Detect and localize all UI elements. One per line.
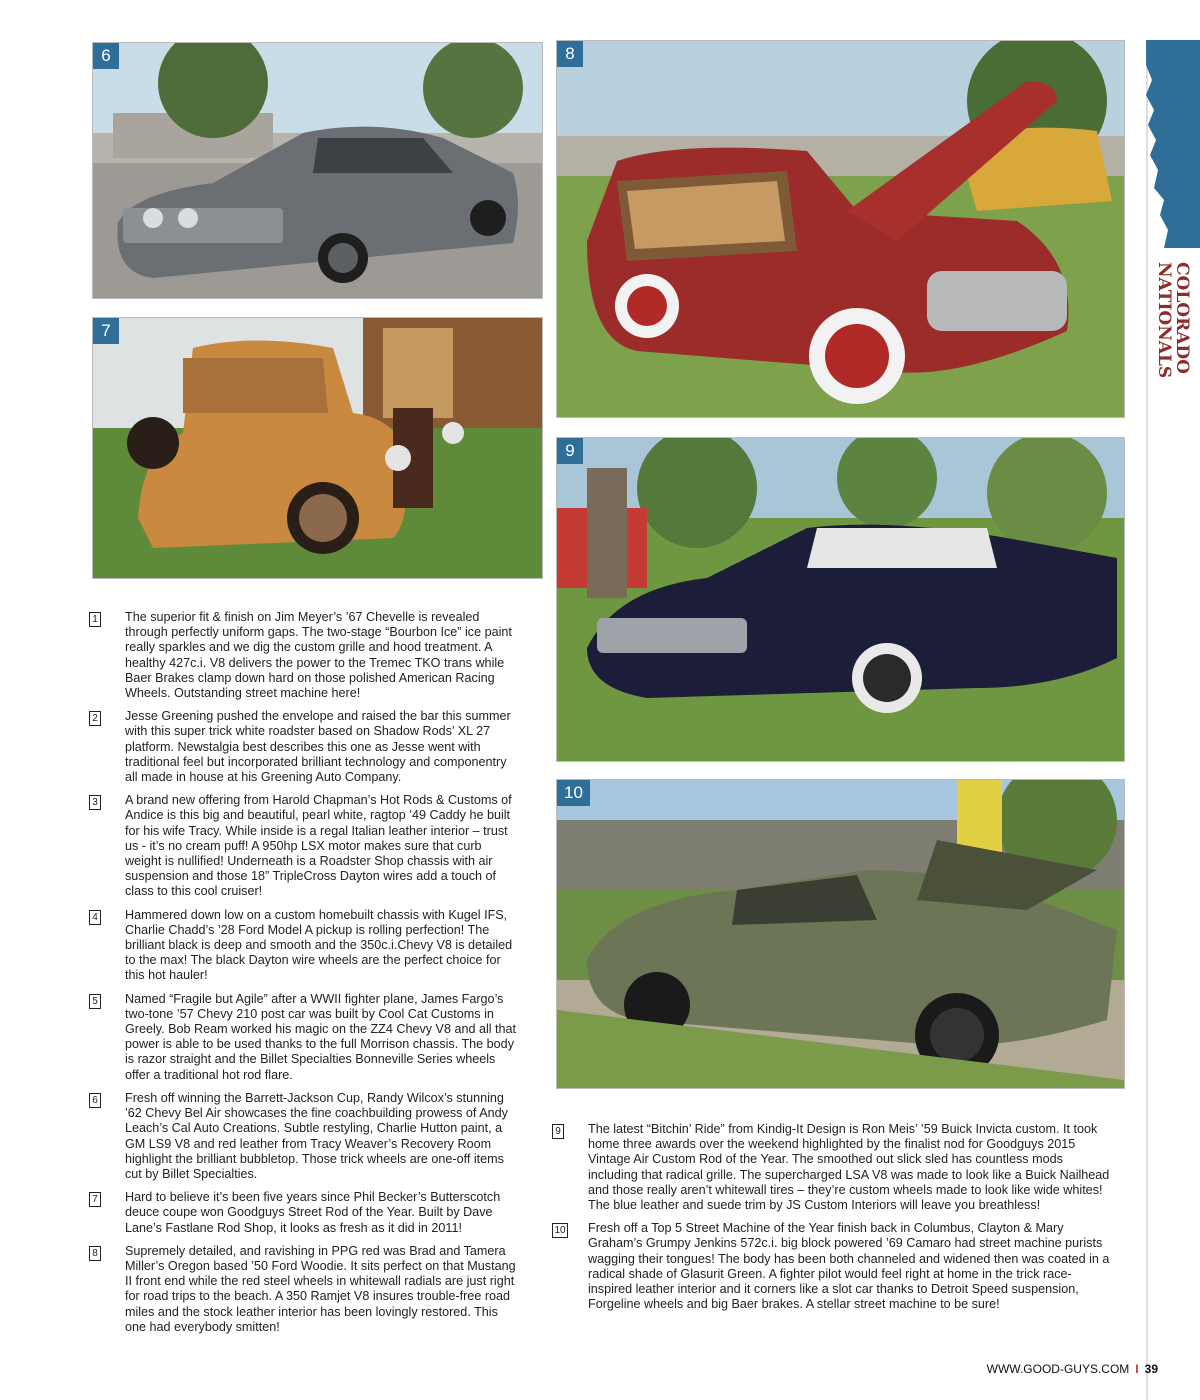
caption-number: 3 xyxy=(89,795,101,810)
photo-10-image xyxy=(557,780,1124,1088)
caption-text: A brand new offering from Harold Chapman’s Hot Rods & Customs of Andice is this big and beautiful, pearl white, ragtop ’49 Caddy he built for his wife Tracy. While inside is a regal Italian leather interior – trust us - it’s no cream puff! A 950hp LSX motor makes sure that curb weight is nullified! Underneath is a Roadster Shop chassis with air suspension and those 18” TripleCross Dayton wires add a touch of class to this cool cruiser! xyxy=(125,793,512,899)
caption-number: 9 xyxy=(552,1124,564,1139)
photo-8 xyxy=(556,40,1125,418)
photo-6 xyxy=(92,42,543,299)
caption-number: 4 xyxy=(89,910,101,925)
caption xyxy=(89,793,519,899)
photo-badge: 9 xyxy=(557,438,583,464)
caption-number: 10 xyxy=(552,1223,568,1238)
caption xyxy=(89,992,519,1083)
footer-separator: I xyxy=(1135,1362,1139,1376)
caption-text: The superior fit & finish on Jim Meyer’s ’67 Chevelle is revealed through perfectly uniform gaps. The two-stage “Bourbon Ice” ice paint really sparkles and we dig the custom grille and hood treatment. A healthy 427c.i. V8 delivers the power to the Tremec TKO trans while Baer Brakes clamp down hard on those polished American Racing Wheels. Outstanding street machine here! xyxy=(125,610,512,701)
caption-number: 1 xyxy=(89,612,101,627)
caption xyxy=(552,1221,1112,1312)
captions-left xyxy=(89,610,519,1343)
caption-text: The latest “Bitchin’ Ride” from Kindig-It Design is Ron Meis’ ’59 Buick Invicta custom. It took home three awards over the weekend highlighted by the finalist nod for Goodguys 2015 Vintage Air Custom Rod of the Year. The smoothed out slick sled has countless mods including that radical grille. The supercharged LSA V8 was made to look like a Buick Nailhead and those really aren’t whitewall tires – they’re custom wheels made to look like wide whites! The blue leather and suede trim by JS Custom Interiors will leave you breathless! xyxy=(588,1122,1110,1213)
caption-text: Hard to believe it’s been five years since Phil Becker’s Butterscotch deuce coupe won Goodguys Street Rod of the Year. Built by Dave Lane’s Fastlane Rod Shop, it looks as fresh as it did in 2011! xyxy=(125,1190,501,1235)
photo-7-image xyxy=(93,318,542,578)
caption-text: Hammered down low on a custom homebuilt chassis with Kugel IFS, Charlie Chadd’s ’28 Ford Model A pickup is rolling perfection! The brilliant black is deep and smooth and the 350c.i.Chevy V8 is detailed to the max! The black Dayton wire wheels are the perfect choice for this hot hauler! xyxy=(125,907,513,983)
caption-number: 5 xyxy=(89,994,101,1009)
photo-badge: 8 xyxy=(557,41,583,67)
caption xyxy=(89,610,519,701)
caption-number: 8 xyxy=(89,1246,101,1261)
photo-badge: 6 xyxy=(93,43,119,69)
photo-9 xyxy=(556,437,1125,762)
caption-text: Named “Fragile but Agile” after a WWII fighter plane, James Fargo’s two-tone ’57 Chevy 210 post car was built by Cool Cat Customs in Greely. Bob Ream worked his magic on the ZZ4 Chevy V8 and all that power is able to be used thanks to the full Morrison chassis. The body is razor straight and the Billet Specialties Bonneville Series wheels offer a traditional hot rod flare. xyxy=(125,991,517,1082)
photo-badge: 10 xyxy=(557,780,590,806)
photo-badge: 7 xyxy=(93,318,119,344)
photo-10 xyxy=(556,779,1125,1089)
caption-text: Fresh off a Top 5 Street Machine of the Year finish back in Columbus, Clayton & Mary Graham’s Grumpy Jenkins 572c.i. big block powered ’69 Camaro had street machine purists wagging their tongues! The body has been both channeled and widened then was coated in a radical shade of Glasurit Green. A fighter pilot would feel right at home in the trick race-inspired leather interior and it corners like a slot car thanks to Detroit Speed suspension, Forgeline wheels and big Baer brakes. A stellar street machine to be sure! xyxy=(588,1221,1110,1312)
caption xyxy=(89,709,519,785)
caption xyxy=(89,908,519,984)
website-url: WWW.GOOD-GUYS.COM xyxy=(986,1362,1130,1376)
photo-6-image xyxy=(93,43,542,298)
page-footer xyxy=(987,1362,1158,1376)
caption xyxy=(552,1122,1112,1213)
caption-number: 7 xyxy=(89,1192,101,1207)
caption-text: Supremely detailed, and ravishing in PPG red was Brad and Tamera Miller’s Oregon based ’50 Ford Woodie. It sits perfect on that Mustang II front end while the red steel wheels in whitewall radials are just right for road trips to the beach. A 350 Ramjet V8 insures trouble-free road miles and the stock leather interior has been lovingly restored. This one had everybody smitten! xyxy=(125,1243,516,1334)
photo-8-image xyxy=(557,41,1124,417)
caption xyxy=(89,1244,519,1335)
caption-text: Fresh off winning the Barrett-Jackson Cup, Randy Wilcox’s stunning ’62 Chevy Bel Air showcases the fine coachbuilding prowess of Andy Leach’s Cal Auto Creations. Subtle restyling, Charlie Hutton paint, a GM LS9 V8 and red leather from Tracy Weaver’s Recovery Room highlight the brilliant bubbletop. Those trick wheels are one-off items cut by Billet Specialties. xyxy=(125,1090,508,1181)
caption-text: Jesse Greening pushed the envelope and raised the bar this summer with this super trick white roadster based on Shadow Rods’ XL 27 platform. Newstalgia best describes this one as Jesse went with traditional feel but incorporated brilliant technology and componentry all made in house at his Greening Auto Company. xyxy=(125,709,511,785)
photo-7 xyxy=(92,317,543,579)
section-title: COLORADO NATIONALS xyxy=(1154,262,1192,379)
caption-number: 6 xyxy=(89,1093,101,1108)
photo-9-image xyxy=(557,438,1124,761)
caption xyxy=(89,1091,519,1182)
captions-right xyxy=(552,1122,1112,1320)
caption xyxy=(89,1190,519,1236)
caption-number: 2 xyxy=(89,711,101,726)
colorado-map-icon xyxy=(1146,40,1200,248)
page-number: 39 xyxy=(1144,1362,1158,1376)
